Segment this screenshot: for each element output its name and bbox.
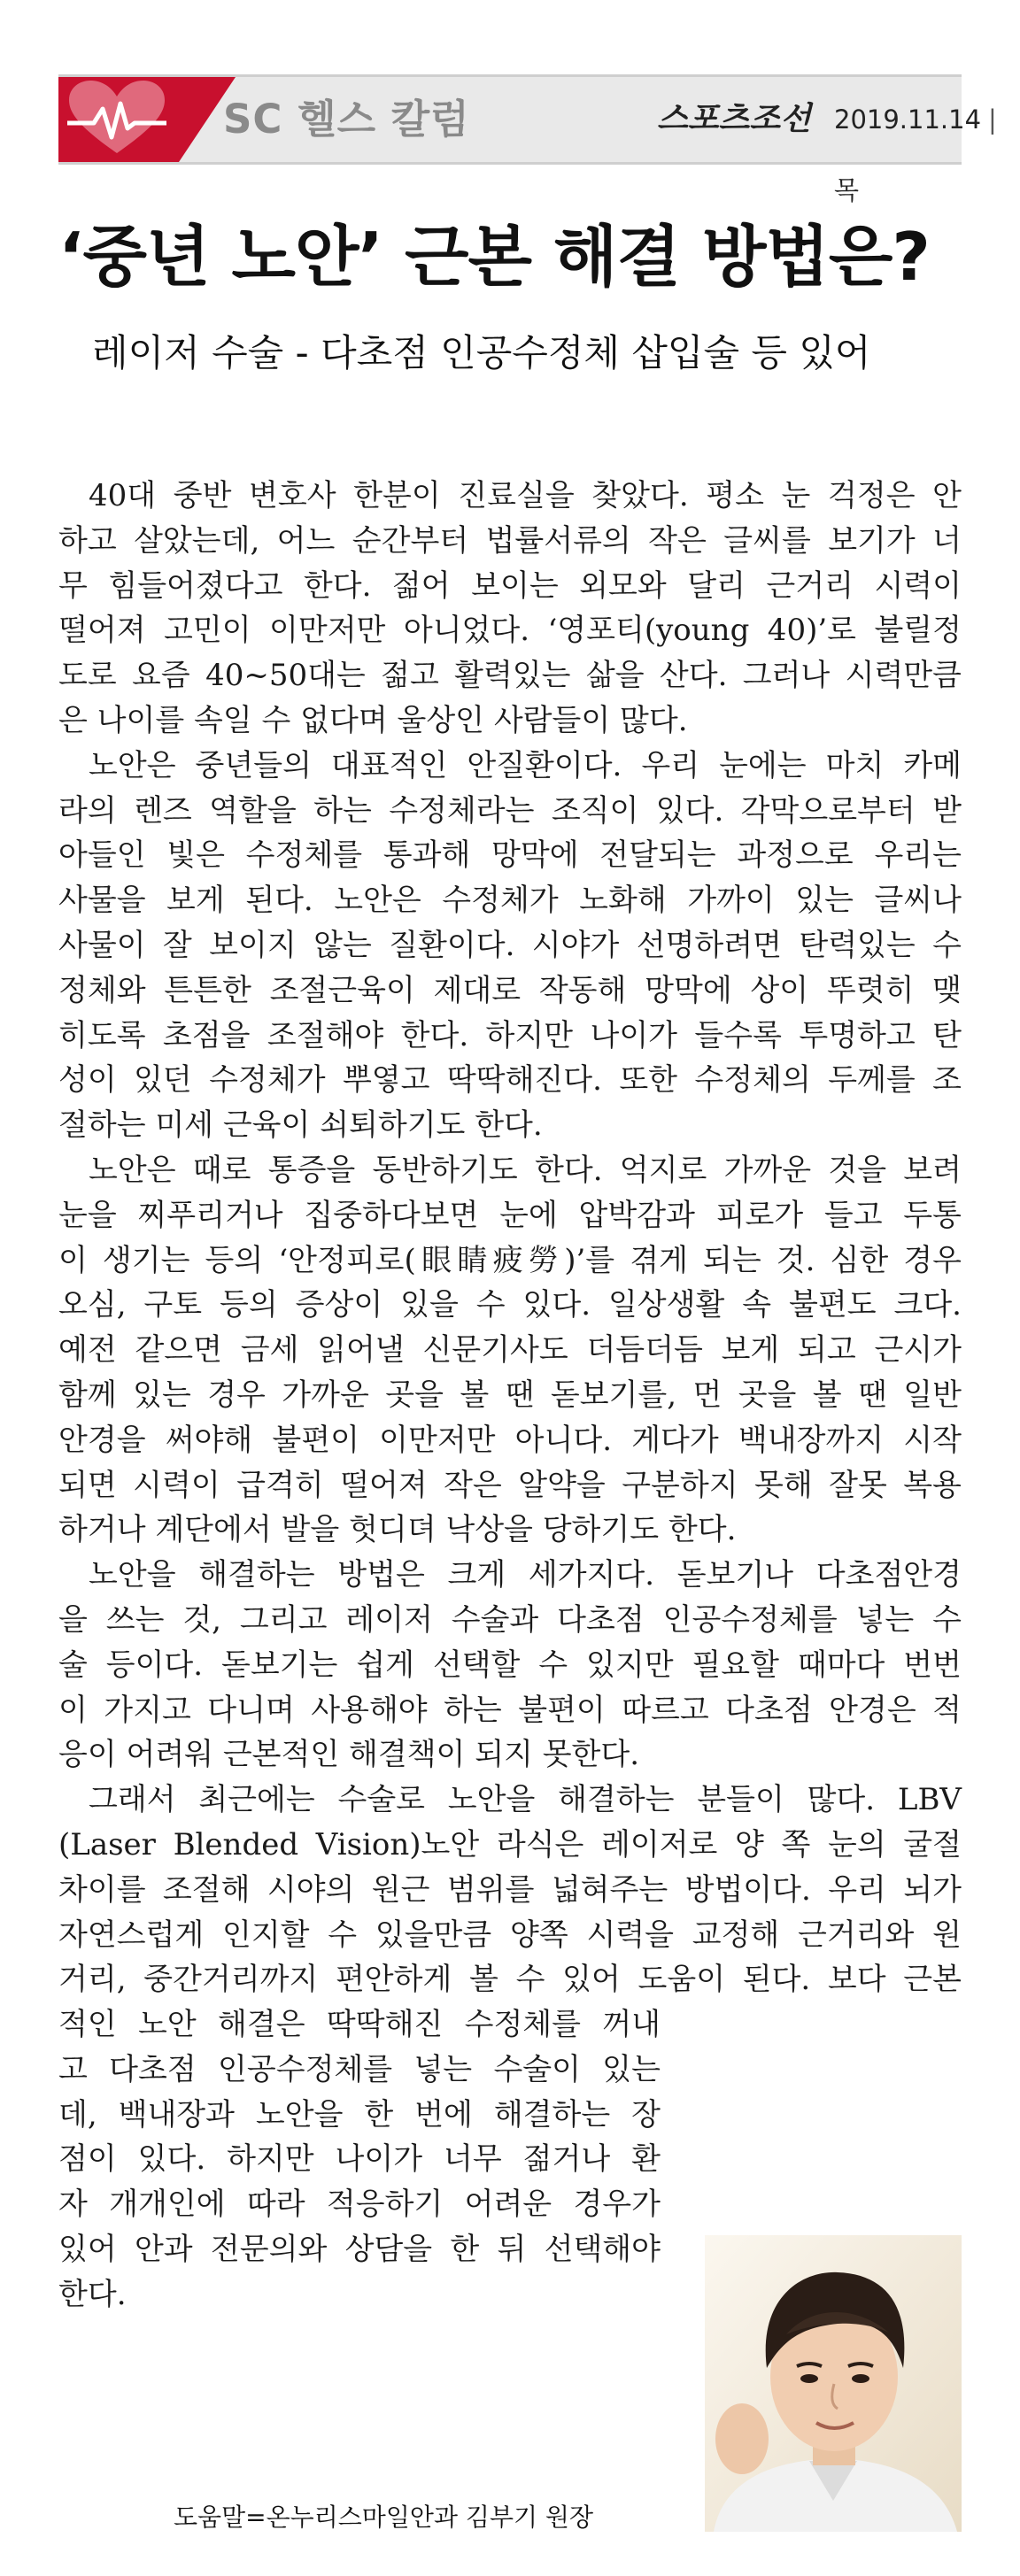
body-line: 아들인 빛은 수정체를 통과해 망막에 전달되는 과정으로 우리는 (58, 837, 962, 874)
date-separator: | (988, 104, 997, 135)
body-line: 도로 요즘 40~50대는 젊고 활력있는 삶을 산다. 그러나 시력만큼 (58, 658, 962, 694)
body-line: 40대 중반 변호사 한분이 진료실을 찾았다. 평소 눈 걱정은 안 (89, 478, 962, 513)
headline: ‘중년 노안’ 근본 해결 방법은? (58, 218, 930, 296)
body-line: 은 나이를 속일 수 없다며 울상인 사람들이 많다. (58, 702, 688, 738)
body-line: 차이를 조절해 시야의 원근 범위를 넓혀주는 방법이다. 우리 뇌가 (58, 1871, 962, 1908)
body-line: 눈을 찌푸리거나 집중하다보면 눈에 압박감과 피로가 들고 두통 (58, 1197, 962, 1233)
body-line: 있어 안과 전문의와 상담을 한 뒤 선택해야 (58, 2232, 661, 2268)
body-line: 점이 있다. 하지만 나이가 너무 젊거나 환 (58, 2141, 661, 2178)
body-line: 사물이 잘 보이지 않는 질환이다. 시야가 선명하려면 탄력있는 수 (58, 927, 962, 963)
body-line: 떨어져 고민이 이만저만 아니었다. ‘영포티(young 40)’로 불릴정 (58, 613, 962, 649)
credit-line: 도움말=온누리스마일안과 김부기 원장 (174, 2503, 594, 2532)
body-line: 술 등이다. 돋보기는 쉽게 선택할 수 있지만 필요할 때마다 번번 (58, 1647, 962, 1683)
body-line: 성이 있던 수정체가 뿌옇고 딱딱해진다. 또한 수정체의 두께를 조 (58, 1062, 962, 1099)
portrait-illustration (705, 2235, 962, 2532)
body-line: 한다. (58, 2276, 127, 2312)
body-line: 히도록 초점을 조절해야 한다. 하지만 나이가 들수록 투명하고 탄 (58, 1017, 962, 1053)
body-line: 응이 어려워 근본적인 해결책이 되지 못한다. (58, 1737, 640, 1773)
body-line: 하거나 계단에서 발을 헛디뎌 낙상을 당하기도 한다. (58, 1512, 737, 1548)
body-line: 데, 백내장과 노안을 한 번에 해결하는 장 (58, 2096, 661, 2133)
body-line: 라의 렌즈 역할을 하는 수정체라는 조직이 있다. 각막으로부터 받 (58, 792, 962, 829)
body-line: 오심, 구토 등의 증상이 있을 수 있다. 일상생활 속 불편도 크다. (58, 1287, 962, 1323)
article-body (58, 474, 962, 2318)
body-line: (Laser Blended Vision)노안 라식은 레이저로 양 쪽 눈의 굴절 (58, 1826, 962, 1863)
column-banner (58, 74, 997, 205)
body-line: 노안을 해결하는 방법은 크게 세가지다. 돋보기나 다초점안경 (89, 1557, 962, 1593)
body-line: 절하는 미세 근육이 쇠퇴하기도 한다. (58, 1107, 543, 1144)
body-line: 되면 시력이 급격히 떨어져 작은 알약을 구분하지 못해 잘못 복용 (58, 1467, 962, 1503)
date-text: 2019.11.14 (834, 104, 982, 135)
body-line: 적인 노안 해결은 딱딱해진 수정체를 꺼내 (58, 2007, 661, 2043)
newspaper-logo: 스포츠조선 (657, 101, 811, 137)
doctor-portrait-photo (705, 2235, 962, 2532)
body-line: 자연스럽게 인지할 수 있을만큼 양쪽 시력을 교정해 근거리와 원 (58, 1917, 962, 1953)
body-line: 이 가지고 다니며 사용해야 하는 불편이 따르고 다초점 안경은 적 (58, 1692, 962, 1728)
publication-date (834, 84, 1004, 205)
body-line: 고 다초점 인공수정체를 넣는 수술이 있는 (58, 2051, 661, 2087)
body-line: 노안은 때로 통증을 동반하기도 한다. 억지로 가까운 것을 보려 (89, 1152, 962, 1188)
weekday-text: 목 (834, 175, 860, 205)
body-line: 무 힘들어졌다고 한다. 젊어 보이는 외모와 달리 근거리 시력이 (58, 567, 962, 604)
body-line: 이 생기는 등의 ‘안정피로(眼睛疲勞)’를 겪게 되는 것. 심한 경우 (58, 1242, 962, 1278)
body-line: 안경을 써야해 불편이 이만저만 아니다. 게다가 백내장까지 시작 (58, 1422, 962, 1458)
subheadline: 레이저 수술 - 다초점 인공수정체 삽입술 등 있어 (92, 331, 871, 374)
column-title: SC 헬스 칼럼 (223, 96, 470, 143)
heart-pulse-icon (58, 77, 236, 162)
body-line: 하고 살았는데, 어느 순간부터 법률서류의 작은 글씨를 보기가 너 (58, 522, 962, 559)
body-line: 함께 있는 경우 가까운 곳을 볼 땐 돋보기를, 먼 곳을 볼 땐 일반 (58, 1377, 962, 1413)
body-line: 노안은 중년들의 대표적인 안질환이다. 우리 눈에는 마치 카메 (89, 747, 962, 783)
body-line: 사물을 보게 된다. 노안은 수정체가 노화해 가까이 있는 글씨나 (58, 883, 962, 919)
body-line: 자 개개인에 따라 적응하기 어려운 경우가 (58, 2187, 661, 2223)
body-line: 을 쓰는 것, 그리고 레이저 수술과 다초점 인공수정체를 넣는 수 (58, 1601, 962, 1638)
body-line: 정체와 튼튼한 조절근육이 제대로 작동해 망막에 상이 뚜렷히 맺 (58, 972, 962, 1008)
body-line: 그래서 최근에는 수술로 노안을 해결하는 분들이 많다. LBV (89, 1782, 962, 1818)
body-line: 거리, 중간거리까지 편안하게 볼 수 있어 도움이 된다. 보다 근본 (58, 1962, 962, 1998)
body-line: 예전 같으면 금세 읽어낼 신문기사도 더듬더듬 보게 되고 근시가 (58, 1332, 962, 1369)
